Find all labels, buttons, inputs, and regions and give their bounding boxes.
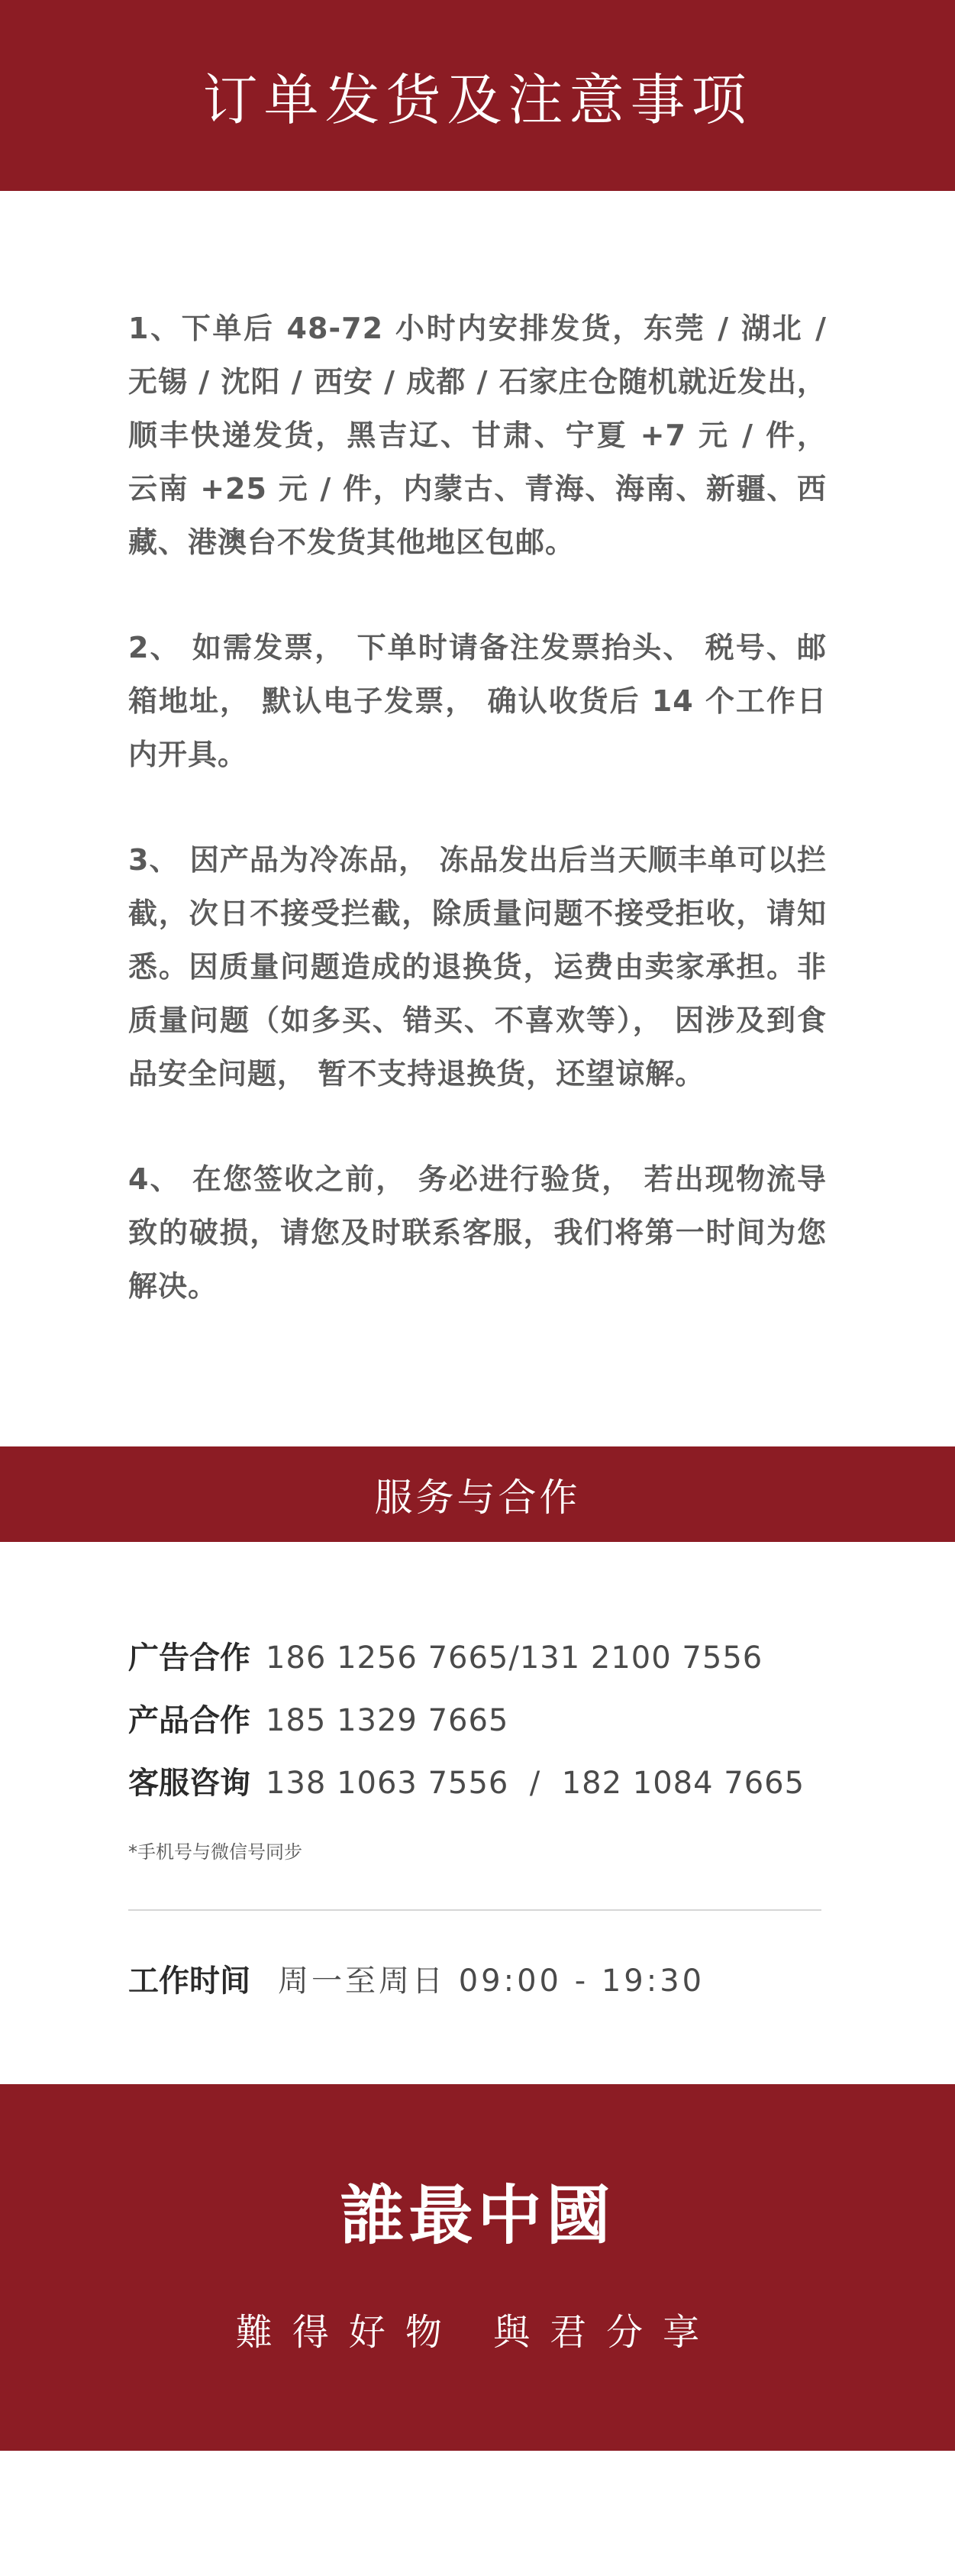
contact-label: 客服咨询: [128, 1766, 250, 1801]
hours-value: 周一至周日 09:00 - 19:30: [278, 1964, 705, 1999]
brand-slogan: 難得好物 與君分享: [235, 2311, 720, 2354]
notice-item: 2、 如需发票， 下单时请备注发票抬头、 税号、邮箱地址， 默认电子发票， 确认收货后 14 个工作日内开具。: [128, 631, 827, 771]
notice-list: [0, 191, 955, 1446]
wechat-note: *手机号与微信号同步: [128, 1841, 302, 1863]
notice-item: 4、 在您签收之前， 务必进行验货， 若出现物流导致的破损，请您及时联系客服，我们将第一时间为您解决。: [128, 1162, 827, 1303]
service-title: 服务与合作: [374, 1475, 581, 1520]
brand-logo: 誰最中國: [340, 2177, 615, 2253]
hours-label: 工作时间: [128, 1964, 250, 1999]
service-band: [0, 1446, 955, 1542]
contact-row: [128, 1759, 827, 1821]
contact-value: 185 1329 7665: [266, 1703, 509, 1738]
contact-label: 产品合作: [128, 1703, 250, 1738]
header-band: [0, 0, 955, 191]
contact-row: [128, 1634, 827, 1696]
notice-item: 1、下单后 48-72 小时内安排发货，东莞 / 湖北 / 无锡 / 沈阳 / 西安 / 成都 / 石家庄仓随机就近发出，顺丰快递发货，黑吉辽、甘肃、宁夏 +7 元 / 件， 云南 +25 元 / 件，内蒙古、青海、海南、新疆、西藏、港澳台不发货其他地区包邮。: [128, 312, 827, 559]
work-hours: [128, 1957, 827, 2000]
contact-value: 138 1063 7556 / 182 1084 7665: [266, 1766, 805, 1801]
contact-label: 广告合作: [128, 1640, 250, 1676]
notice-item: 3、 因产品为冷冻品， 冻品发出后当天顺丰单可以拦截，次日不接受拦截，除质量问题不接受拒收，请知悉。因质量问题造成的退换货，运费由卖家承担。非质量问题（如多买、错买、不喜欢等）， 因涉及到食品安全问题， 暂不支持退换货，还望谅解。: [128, 843, 827, 1091]
page-title: 订单发货及注意事项: [202, 68, 753, 132]
footer-band: [0, 2084, 955, 2451]
contact-row: [128, 1696, 827, 1759]
contact-value: 186 1256 7665/131 2100 7556: [266, 1640, 763, 1676]
divider: [128, 1909, 821, 1911]
